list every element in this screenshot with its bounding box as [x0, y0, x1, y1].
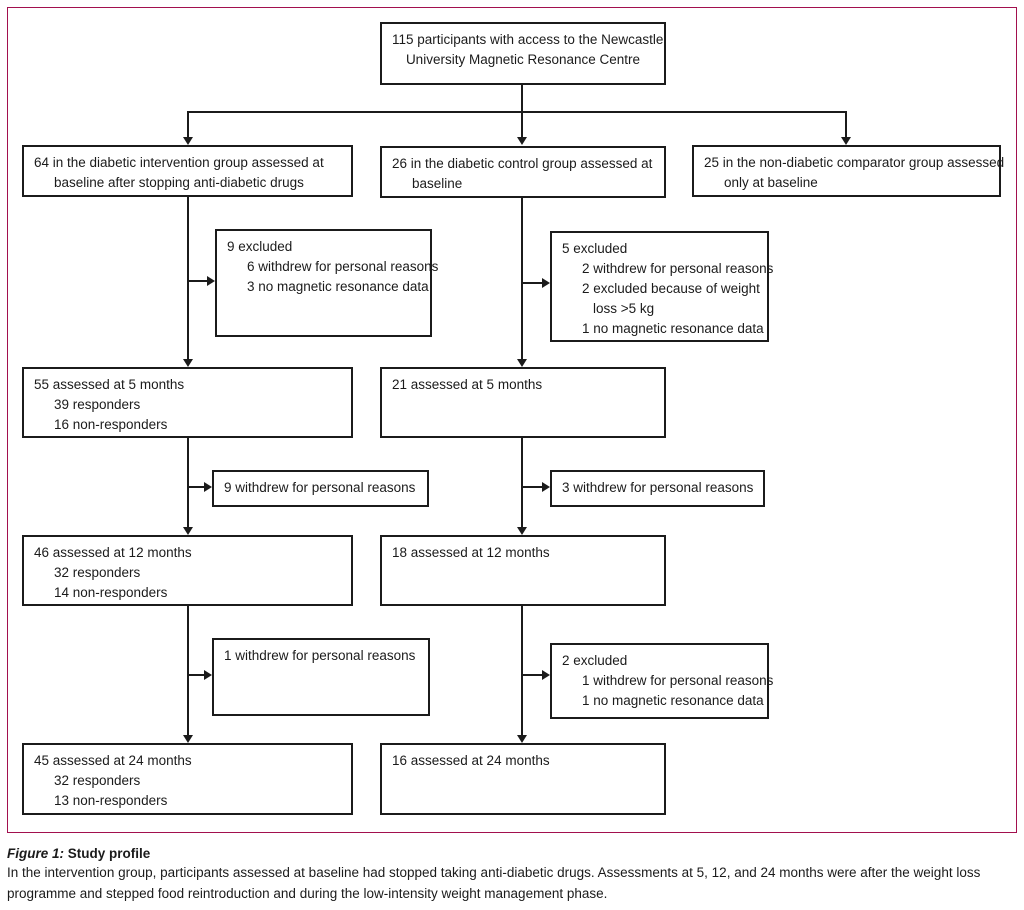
node-intervention-24m — [22, 743, 353, 815]
connector-intervention-withdrew-12m-branch — [187, 486, 204, 488]
node-line: 2 excluded because of weight — [582, 281, 760, 296]
node-control-12m — [380, 535, 666, 606]
node-line: 46 assessed at 12 months — [34, 545, 192, 560]
node-line: 16 assessed at 24 months — [392, 753, 550, 768]
arrowhead-down-icon — [183, 359, 193, 367]
node-line: University Magnetic Resonance Centre — [405, 52, 641, 67]
node-line: loss >5 kg — [593, 301, 655, 316]
arrowhead-right-icon — [542, 670, 550, 680]
node-line: only at baseline — [724, 175, 818, 190]
node-enrollment — [380, 22, 666, 85]
node-line: 14 non-responders — [54, 585, 168, 600]
node-line: 25 in the non-diabetic comparator group assessed — [704, 155, 1005, 170]
node-line: 115 participants with access to the Newcastle — [392, 32, 664, 47]
node-comparator-baseline — [692, 145, 1005, 197]
node-line: 18 assessed at 12 months — [392, 545, 550, 560]
figure-label: Figure 1: — [7, 846, 65, 861]
arrowhead-right-icon — [204, 670, 212, 680]
connector-control-withdrew-12m-branch — [521, 486, 542, 488]
node-intervention-12m — [22, 535, 353, 606]
node-line: 1 no magnetic resonance data — [582, 693, 764, 708]
node-line: 45 assessed at 24 months — [34, 753, 192, 768]
node-line: 16 non-responders — [54, 417, 168, 432]
connector-control-12m-to-24m — [521, 606, 523, 735]
node-line: 6 withdrew for personal reasons — [247, 259, 439, 274]
arrowhead-down-icon — [841, 137, 851, 145]
node-line: baseline after stopping anti-diabetic drugs — [54, 175, 304, 190]
node-intervention-withdrew-24m — [212, 638, 430, 716]
arrowhead-down-icon — [517, 735, 527, 743]
figure-title: Study profile — [67, 846, 151, 861]
node-line: 2 withdrew for personal reasons — [582, 261, 774, 276]
node-line: 1 withdrew for personal reasons — [224, 648, 416, 663]
connector-enrollment-crossbar — [187, 111, 847, 113]
arrowhead-right-icon — [204, 482, 212, 492]
node-line: 9 excluded — [227, 239, 293, 254]
arrowhead-down-icon — [517, 137, 527, 145]
node-line: 9 withdrew for personal reasons — [224, 480, 416, 495]
figure-caption-body: In the intervention group, participants assessed at baseline had stopped taking anti-diabetic drugs. Assessments at 5, 12, and 24 months were after the weight loss programme and stepped food reintroduction and during the low-intensity weight management phase. — [7, 865, 981, 901]
connector-intervention-withdrew-24m-branch — [187, 674, 204, 676]
node-line: 64 in the diabetic intervention group assessed at — [34, 155, 324, 170]
connector-control-baseline-to-5m — [521, 198, 523, 359]
node-intervention-excluded-5m — [215, 229, 439, 337]
node-line: 1 no magnetic resonance data — [582, 321, 764, 336]
connector-drop-intervention — [187, 111, 189, 137]
node-control-excluded-5m — [550, 231, 774, 342]
node-control-baseline — [380, 146, 666, 198]
node-line: 39 responders — [54, 397, 141, 412]
node-line: 3 no magnetic resonance data — [247, 279, 429, 294]
node-line: 13 non-responders — [54, 793, 168, 808]
connector-control-excluded-5m-branch — [521, 282, 542, 284]
figure-caption-heading — [7, 843, 1017, 864]
node-control-5m — [380, 367, 666, 438]
connector-drop-comparator — [845, 111, 847, 137]
node-line: 2 excluded — [562, 653, 628, 668]
node-intervention-5m — [22, 367, 353, 438]
node-line: 21 assessed at 5 months — [392, 377, 543, 392]
node-control-withdrew-12m — [550, 470, 765, 507]
node-line: 26 in the diabetic control group assessed at — [392, 156, 653, 171]
node-intervention-baseline — [22, 145, 353, 197]
arrowhead-down-icon — [183, 735, 193, 743]
arrowhead-down-icon — [517, 359, 527, 367]
node-line: 32 responders — [54, 565, 141, 580]
connector-control-5m-to-12m — [521, 438, 523, 527]
arrowhead-down-icon — [517, 527, 527, 535]
connector-intervention-12m-to-24m — [187, 606, 189, 735]
node-line: baseline — [412, 176, 463, 191]
node-intervention-withdrew-12m — [212, 470, 429, 507]
arrowhead-right-icon — [542, 482, 550, 492]
node-control-24m — [380, 743, 666, 815]
connector-intervention-baseline-to-5m — [187, 197, 189, 359]
arrowhead-down-icon — [183, 527, 193, 535]
arrowhead-right-icon — [542, 278, 550, 288]
node-line: 32 responders — [54, 773, 141, 788]
connector-intervention-excluded-5m-branch — [187, 280, 207, 282]
node-line: 55 assessed at 5 months — [34, 377, 185, 392]
connector-control-excluded-24m-branch — [521, 674, 542, 676]
node-line: 1 withdrew for personal reasons — [582, 673, 774, 688]
arrowhead-down-icon — [183, 137, 193, 145]
node-line: 5 excluded — [562, 241, 628, 256]
arrowhead-right-icon — [207, 276, 215, 286]
node-control-excluded-24m — [550, 643, 774, 719]
node-line: 3 withdrew for personal reasons — [562, 480, 754, 495]
connector-intervention-5m-to-12m — [187, 438, 189, 527]
